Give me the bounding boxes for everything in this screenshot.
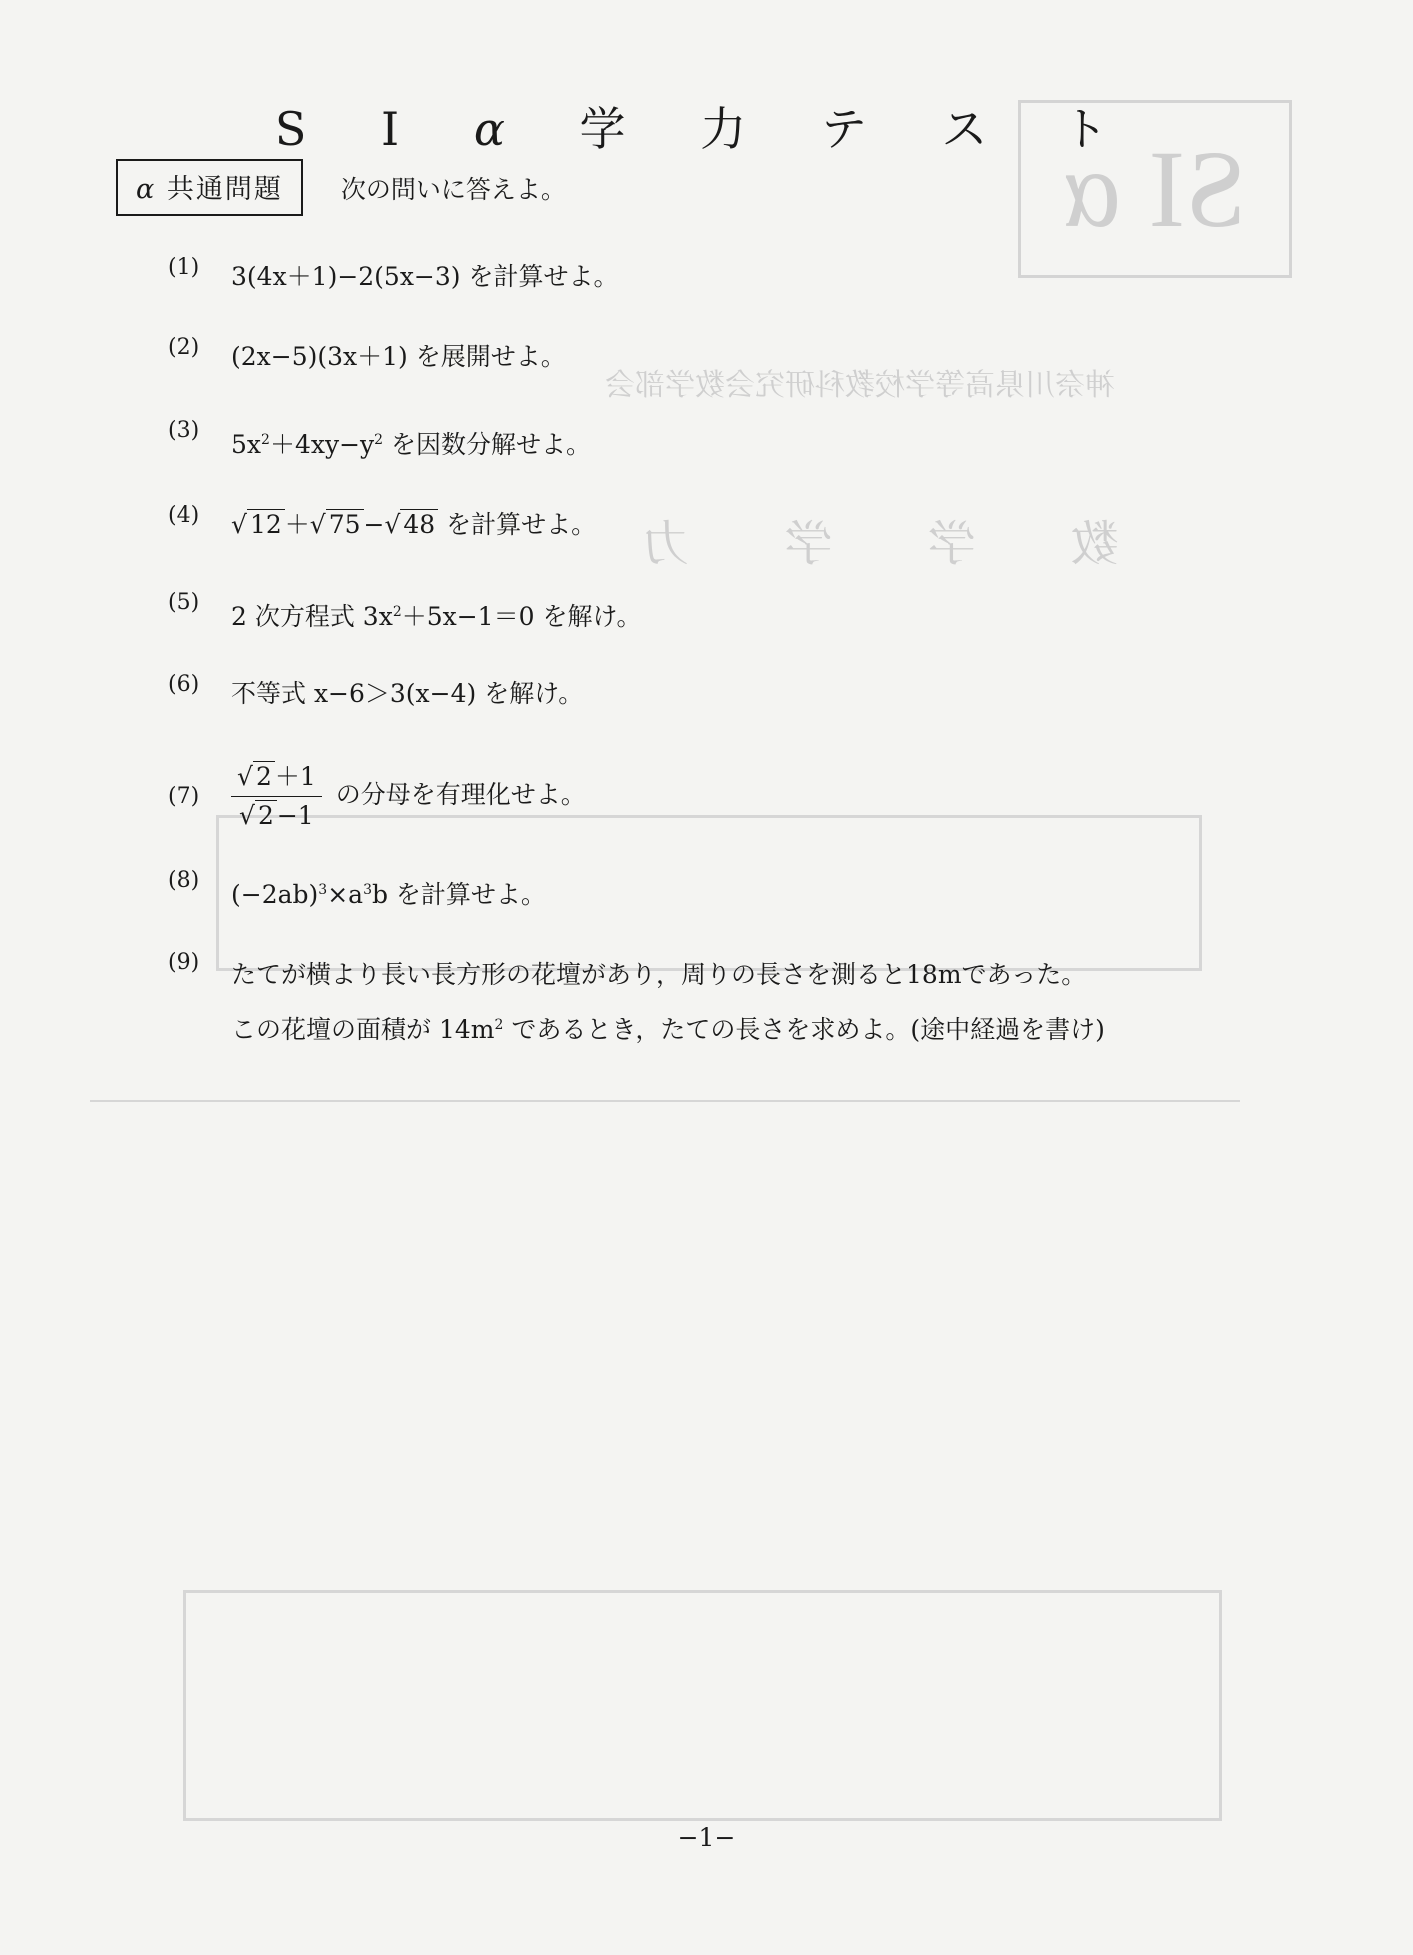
problem-text: (2x−5)(3x＋1) を展開せよ。: [231, 342, 566, 371]
problem-text: $5x^2+4xy-y^2$ を因数分解せよ。: [231, 430, 592, 459]
show-through-heading: 神奈川県高等学校教科研究会数学部会: [605, 368, 1115, 403]
problem-text: √ 12 ＋√ 75 −√ 48 を計算せよ。: [231, 503, 596, 547]
problem-number: (7): [168, 784, 200, 809]
problem-8: [168, 868, 546, 917]
problem-4: [168, 503, 596, 547]
show-through-notes-box: [183, 1590, 1222, 1821]
problem-text: たてが横より長い長方形の花壇があり，周りの長さを測ると18mであった。 この花壇の面積が $14m^2$ であるとき，たての長さを求めよ。(途中経過を書け): [231, 960, 1105, 1044]
problem-7: [168, 760, 586, 833]
problem-9: [168, 950, 1105, 1055]
problem-2: [168, 335, 566, 379]
problem-text: 不等式 x−6＞3(x−4) を解け。: [231, 679, 584, 708]
problem-number: (8): [168, 868, 200, 893]
section-header: [116, 159, 566, 216]
problem-number: (2): [168, 335, 200, 360]
page-number: −1−: [677, 1823, 736, 1852]
section-label: α 共通問題: [116, 159, 303, 216]
problem-text: $(-2ab)^3\times a^3b$ を計算せよ。: [231, 880, 546, 909]
problem-text: 3(4x＋1)−2(5x−3) を計算せよ。: [231, 262, 619, 291]
problem-number: (6): [168, 672, 200, 697]
problem-number: (9): [168, 950, 200, 975]
sqrt-expression: √ 75: [310, 503, 364, 547]
problem-1: [168, 255, 619, 299]
problem-3: [168, 418, 591, 467]
section-instruction: 次の問いに答えよ。: [340, 174, 566, 204]
sqrt-expression: √ 12: [231, 503, 285, 547]
problem-number: (4): [168, 503, 200, 528]
show-through-stamp: SI α: [1018, 100, 1292, 278]
problem-number: (3): [168, 418, 200, 443]
sqrt-expression: √ 48: [384, 503, 438, 547]
show-through-subtitle: 数 学 学 力: [601, 516, 1119, 572]
fraction: √ 2 ＋1 √ 2 −1: [231, 760, 322, 833]
problem-5: [168, 590, 641, 639]
page-title: S I α 学 力 テ ス ト: [274, 101, 1139, 156]
problem-6: [168, 672, 583, 716]
problem-text: √ 2 ＋1 √ 2 −1 の分母を有理化せよ。: [231, 760, 586, 833]
show-through-rule: [90, 1100, 1240, 1102]
problem-number: (5): [168, 590, 200, 615]
problem-text: 2 次方程式 $3x^2+5x-1=0$ を解け。: [231, 602, 642, 631]
problem-number: (1): [168, 255, 200, 280]
